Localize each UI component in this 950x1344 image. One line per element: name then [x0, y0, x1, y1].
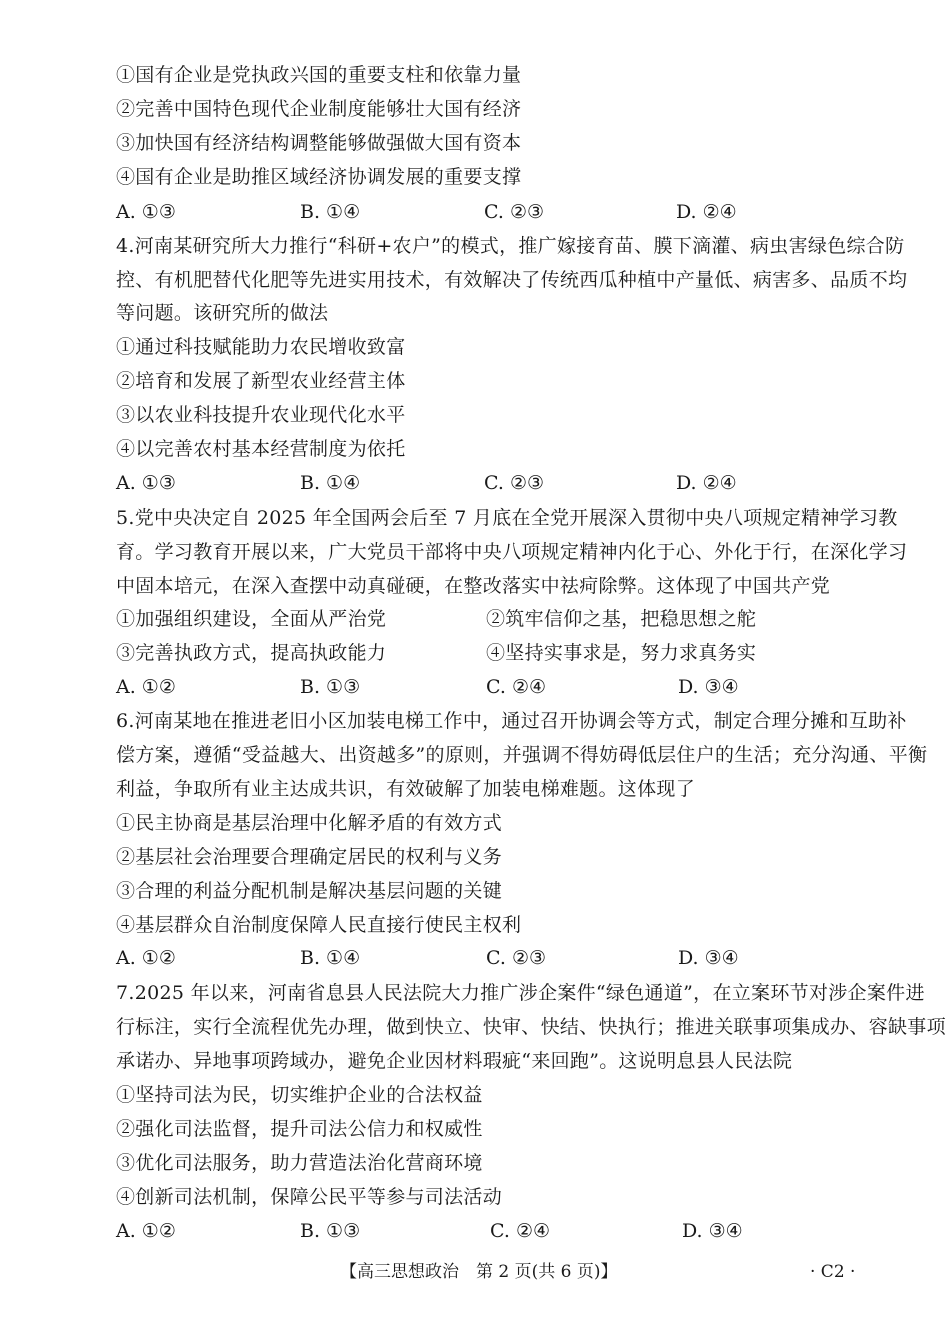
q7-stem-line: 承诺办、异地事项跨域办，避免企业因材料瑕疵“来回跑”。这说明息县人民法院	[116, 1050, 793, 1072]
q4-stem-line: 等问题。该研究所的做法	[116, 302, 329, 324]
q6-item-2: ②基层社会治理要合理确定居民的权利与义务	[116, 846, 503, 868]
q6-stem-line: 偿方案，遵循“受益越大、出资越多”的原则，并强调不得妨碍低层住户的生活；充分沟通、平衡	[116, 744, 928, 766]
q6-option-b: B. ①④	[300, 947, 361, 969]
q5-stem-line: 育。学习教育开展以来，广大党员干部将中央八项规定精神内化于心、外化于行，在深化学习	[116, 541, 908, 563]
q6-stem-line: 利益，争取所有业主达成共识，有效破解了加装电梯难题。这体现了	[116, 778, 696, 800]
q7-option-c: C. ②④	[490, 1220, 551, 1242]
q7-item-2: ②强化司法监督，提升司法公信力和权威性	[116, 1118, 483, 1140]
q3-item-3: ③加快国有经济结构调整能够做强做大国有资本	[116, 132, 522, 154]
q5-item-1: ①加强组织建设，全面从严治党	[116, 608, 387, 630]
q4-stem-line: 控、有机肥替代化肥等先进实用技术，有效解决了传统西瓜种植中产量低、病害多、品质不均	[116, 269, 908, 291]
q4-item-1: ①通过科技赋能助力农民增收致富	[116, 336, 406, 358]
q6-stem-line: 6.河南某地在推进老旧小区加装电梯工作中，通过召开协调会等方式，制定合理分摊和互助补	[116, 710, 907, 732]
q5-option-a: A. ①②	[116, 676, 176, 698]
q7-item-3: ③优化司法服务，助力营造法治化营商环境	[116, 1152, 483, 1174]
page-code: · C2 ·	[810, 1262, 856, 1282]
q3-item-2: ②完善中国特色现代企业制度能够壮大国有经济	[116, 98, 522, 120]
q5-stem-line: 5.党中央决定自 2025 年全国两会后至 7 月底在全党开展深入贯彻中央八项规定精神学习教	[116, 507, 898, 529]
q3-option-a: A. ①③	[116, 201, 176, 223]
q6-item-1: ①民主协商是基层治理中化解矛盾的有效方式	[116, 812, 503, 834]
q3-item-1: ①国有企业是党执政兴国的重要支柱和依靠力量	[116, 64, 522, 86]
q4-option-c: C. ②③	[484, 472, 545, 494]
q7-stem-line: 7.2025 年以来，河南省息县人民法院大力推广涉企案件“绿色通道”，在立案环节对涉企案件进	[116, 982, 925, 1004]
q3-option-b: B. ①④	[300, 201, 361, 223]
q4-item-4: ④以完善农村基本经营制度为依托	[116, 438, 406, 460]
q5-option-b: B. ①③	[300, 676, 361, 698]
q5-stem-line: 中固本培元，在深入查摆中动真碰硬，在整改落实中祛疴除弊。这体现了中国共产党	[116, 575, 831, 597]
q5-item-3: ③完善执政方式，提高执政能力	[116, 642, 387, 664]
q5-option-d: D. ③④	[678, 676, 739, 698]
q7-stem-line: 行标注，实行全流程优先办理，做到快立、快审、快结、快执行；推进关联事项集成办、容缺事项	[116, 1016, 946, 1038]
q6-item-3: ③合理的利益分配机制是解决基层问题的关键	[116, 880, 503, 902]
q5-option-c: C. ②④	[486, 676, 547, 698]
q6-item-4: ④基层群众自治制度保障人民直接行使民主权利	[116, 914, 522, 936]
q4-option-a: A. ①③	[116, 472, 176, 494]
q7-item-4: ④创新司法机制，保障公民平等参与司法活动	[116, 1186, 503, 1208]
q4-option-b: B. ①④	[300, 472, 361, 494]
q4-item-3: ③以农业科技提升农业现代化水平	[116, 404, 406, 426]
q3-item-4: ④国有企业是助推区域经济协调发展的重要支撑	[116, 166, 522, 188]
q7-item-1: ①坚持司法为民，切实维护企业的合法权益	[116, 1084, 483, 1106]
q4-item-2: ②培育和发展了新型农业经营主体	[116, 370, 406, 392]
q6-option-c: C. ②③	[486, 947, 547, 969]
page-footer-title: 【高三思想政治 第 2 页(共 6 页)】	[340, 1262, 618, 1282]
q3-option-d: D. ②④	[676, 201, 737, 223]
q5-item-2: ②筑牢信仰之基，把稳思想之舵	[486, 608, 757, 630]
q4-stem-line: 4.河南某研究所大力推行“科研+农户”的模式，推广嫁接育苗、膜下滴灌、病虫害绿色综合防	[116, 235, 905, 257]
q6-option-d: D. ③④	[678, 947, 739, 969]
q7-option-d: D. ③④	[682, 1220, 743, 1242]
q3-option-c: C. ②③	[484, 201, 545, 223]
q7-option-a: A. ①②	[116, 1220, 176, 1242]
q5-item-4: ④坚持实事求是，努力求真务实	[486, 642, 757, 664]
q7-option-b: B. ①③	[300, 1220, 361, 1242]
q6-option-a: A. ①②	[116, 947, 176, 969]
q4-option-d: D. ②④	[676, 472, 737, 494]
